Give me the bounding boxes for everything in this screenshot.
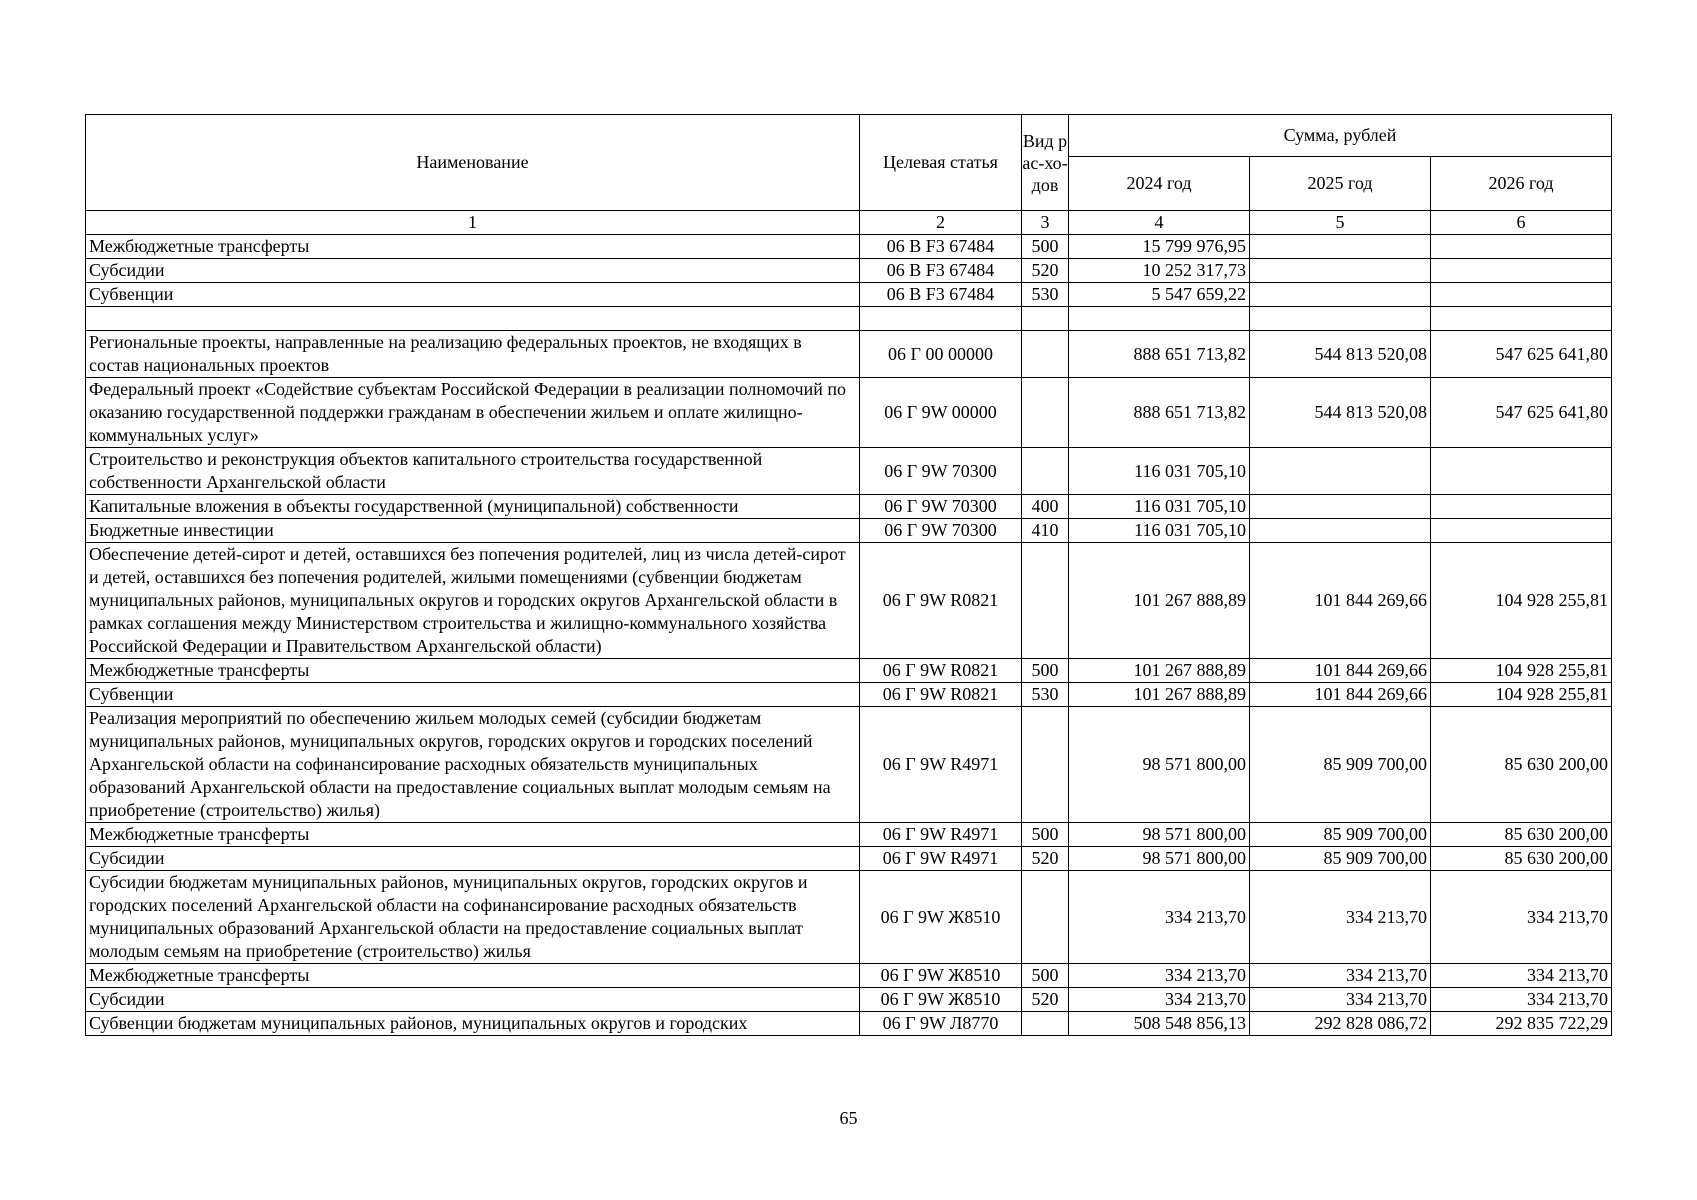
cell-2026: 334 213,70 bbox=[1431, 871, 1612, 964]
header-year-2024: 2024 год bbox=[1069, 157, 1250, 211]
cell-2025 bbox=[1250, 495, 1431, 519]
cell-name: Реализация мероприятий по обеспечению жильем молодых семей (субсидии бюджетам муниципальных районов, муниципальных округов, городских округов и городских поселений Архангельской области на софинансирование расходных обязательств муниципальных образований Архангельской области на предоставление социальных выплат молодым семьям на приобретение (строительство) жилья) bbox=[86, 707, 860, 823]
cell-code: 06 Г 9W Ж8510 bbox=[860, 988, 1022, 1012]
cell-name: Межбюджетные трансферты bbox=[86, 659, 860, 683]
cell-2025: 292 828 086,72 bbox=[1250, 1012, 1431, 1036]
cell-2026 bbox=[1431, 283, 1612, 307]
cell-2024: 334 213,70 bbox=[1069, 871, 1250, 964]
cell-2025: 101 844 269,66 bbox=[1250, 659, 1431, 683]
cell-code: 06 В F3 67484 bbox=[860, 235, 1022, 259]
cell-2025 bbox=[1250, 448, 1431, 495]
cell-2026: 104 928 255,81 bbox=[1431, 543, 1612, 659]
cell-kind: 500 bbox=[1022, 235, 1069, 259]
cell-name: Федеральный проект «Содействие субъектам Российской Федерации в реализации полномочий по оказанию государственной поддержки гражданам в обеспечении жильем и оплате жилищно-коммунальных услуг» bbox=[86, 378, 860, 448]
cell-kind: 500 bbox=[1022, 964, 1069, 988]
table-row bbox=[86, 964, 1612, 988]
cell-2024: 116 031 705,10 bbox=[1069, 448, 1250, 495]
cell-code: 06 В F3 67484 bbox=[860, 283, 1022, 307]
table-row bbox=[86, 871, 1612, 964]
cell-2026: 85 630 200,00 bbox=[1431, 823, 1612, 847]
cell-2026 bbox=[1431, 259, 1612, 283]
cell-kind: 530 bbox=[1022, 683, 1069, 707]
cell-code: 06 Г 9W 70300 bbox=[860, 519, 1022, 543]
header-year-2025: 2025 год bbox=[1250, 157, 1431, 211]
cell-name: Субсидии bbox=[86, 988, 860, 1012]
cell-code: 06 Г 9W R0821 bbox=[860, 659, 1022, 683]
cell-2024: 334 213,70 bbox=[1069, 964, 1250, 988]
cell-2026 bbox=[1431, 307, 1612, 331]
cell-2025 bbox=[1250, 235, 1431, 259]
cell-kind: 500 bbox=[1022, 823, 1069, 847]
cell-name: Межбюджетные трансферты bbox=[86, 235, 860, 259]
cell-code: 06 Г 9W 70300 bbox=[860, 448, 1022, 495]
header-kind-text: Вид рас-хо-дов bbox=[1022, 130, 1068, 195]
cell-kind bbox=[1022, 871, 1069, 964]
cell-2025: 85 909 700,00 bbox=[1250, 707, 1431, 823]
table-row bbox=[86, 823, 1612, 847]
table-row bbox=[86, 683, 1612, 707]
cell-2025: 85 909 700,00 bbox=[1250, 823, 1431, 847]
cell-code: 06 В F3 67484 bbox=[860, 259, 1022, 283]
cell-2025 bbox=[1250, 519, 1431, 543]
cell-name: Субсидии bbox=[86, 847, 860, 871]
cell-2025 bbox=[1250, 307, 1431, 331]
cell-kind: 520 bbox=[1022, 847, 1069, 871]
cell-kind bbox=[1022, 448, 1069, 495]
cell-2024: 5 547 659,22 bbox=[1069, 283, 1250, 307]
table-row bbox=[86, 543, 1612, 659]
table-row bbox=[86, 378, 1612, 448]
cell-code: 06 Г 9W Ж8510 bbox=[860, 871, 1022, 964]
table-row bbox=[86, 235, 1612, 259]
col-number-4: 4 bbox=[1069, 211, 1250, 235]
cell-2025: 544 813 520,08 bbox=[1250, 378, 1431, 448]
table-row bbox=[86, 519, 1612, 543]
cell-kind: 520 bbox=[1022, 259, 1069, 283]
page-number: 65 bbox=[839, 1108, 858, 1128]
cell-kind: 500 bbox=[1022, 659, 1069, 683]
cell-name: Субсидии бюджетам муниципальных районов, муниципальных округов, городских округов и городских поселений Архангельской области на софинансирование расходных обязательств муниципальных образований Архангельской области на предоставление социальных выплат молодым семьям на приобретение (строительство) жилья bbox=[86, 871, 860, 964]
cell-name: Межбюджетные трансферты bbox=[86, 823, 860, 847]
cell-code: 06 Г 9W Ж8510 bbox=[860, 964, 1022, 988]
cell-name: Субвенции бюджетам муниципальных районов, муниципальных округов и городских bbox=[86, 1012, 860, 1036]
cell-2024: 98 571 800,00 bbox=[1069, 847, 1250, 871]
cell-code: 06 Г 9W R0821 bbox=[860, 683, 1022, 707]
cell-name: Обеспечение детей-сирот и детей, оставшихся без попечения родителей, лиц из числа детей-сирот и детей, оставшихся без попечения родителей, жилыми помещениями (субвенции бюджетам муниципальных районов, муниципальных округов и городских округов Архангельской области в рамках соглашения между Министерством строительства и жилищно-коммунального хозяйства Российской Федерации и Правительством Архангельской области) bbox=[86, 543, 860, 659]
cell-2026: 334 213,70 bbox=[1431, 964, 1612, 988]
col-number-6: 6 bbox=[1431, 211, 1612, 235]
cell-2026 bbox=[1431, 235, 1612, 259]
cell-2026: 547 625 641,80 bbox=[1431, 378, 1612, 448]
cell-2025: 101 844 269,66 bbox=[1250, 683, 1431, 707]
cell-2026: 85 630 200,00 bbox=[1431, 707, 1612, 823]
cell-name: Бюджетные инвестиции bbox=[86, 519, 860, 543]
cell-2024: 888 651 713,82 bbox=[1069, 378, 1250, 448]
cell-kind: 530 bbox=[1022, 283, 1069, 307]
cell-code: 06 Г 9W Л8770 bbox=[860, 1012, 1022, 1036]
table-row bbox=[86, 307, 1612, 331]
cell-name: Субвенции bbox=[86, 283, 860, 307]
cell-2024: 334 213,70 bbox=[1069, 988, 1250, 1012]
table-row bbox=[86, 448, 1612, 495]
header-name: Наименование bbox=[86, 115, 860, 211]
budget-table bbox=[85, 114, 1612, 1036]
cell-2025: 334 213,70 bbox=[1250, 964, 1431, 988]
cell-name: Субсидии bbox=[86, 259, 860, 283]
table-body bbox=[86, 235, 1612, 1036]
cell-2024: 101 267 888,89 bbox=[1069, 659, 1250, 683]
cell-2025: 334 213,70 bbox=[1250, 871, 1431, 964]
cell-2026: 547 625 641,80 bbox=[1431, 331, 1612, 378]
cell-name: Межбюджетные трансферты bbox=[86, 964, 860, 988]
cell-kind bbox=[1022, 543, 1069, 659]
table-row bbox=[86, 1012, 1612, 1036]
col-number-5: 5 bbox=[1250, 211, 1431, 235]
table-row bbox=[86, 259, 1612, 283]
cell-kind bbox=[1022, 378, 1069, 448]
cell-name bbox=[86, 307, 860, 331]
cell-2024: 116 031 705,10 bbox=[1069, 495, 1250, 519]
table-row bbox=[86, 988, 1612, 1012]
table-row bbox=[86, 847, 1612, 871]
cell-2024: 101 267 888,89 bbox=[1069, 543, 1250, 659]
table-row bbox=[86, 495, 1612, 519]
cell-code: 06 Г 9W R4971 bbox=[860, 823, 1022, 847]
cell-name: Капитальные вложения в объекты государственной (муниципальной) собственности bbox=[86, 495, 860, 519]
cell-2025: 334 213,70 bbox=[1250, 988, 1431, 1012]
cell-name: Региональные проекты, направленные на реализацию федеральных проектов, не входящих в состав национальных проектов bbox=[86, 331, 860, 378]
col-number-1: 1 bbox=[86, 211, 860, 235]
cell-2026: 104 928 255,81 bbox=[1431, 659, 1612, 683]
cell-2026 bbox=[1431, 495, 1612, 519]
cell-name: Строительство и реконструкция объектов капитального строительства государственной собственности Архангельской области bbox=[86, 448, 860, 495]
table-row bbox=[86, 707, 1612, 823]
cell-kind bbox=[1022, 307, 1069, 331]
table-row bbox=[86, 659, 1612, 683]
cell-2025: 101 844 269,66 bbox=[1250, 543, 1431, 659]
cell-2026: 292 835 722,29 bbox=[1431, 1012, 1612, 1036]
cell-2025: 85 909 700,00 bbox=[1250, 847, 1431, 871]
cell-code bbox=[860, 307, 1022, 331]
cell-2026: 104 928 255,81 bbox=[1431, 683, 1612, 707]
cell-2026 bbox=[1431, 519, 1612, 543]
cell-2025: 544 813 520,08 bbox=[1250, 331, 1431, 378]
header-year-2026: 2026 год bbox=[1431, 157, 1612, 211]
cell-kind: 410 bbox=[1022, 519, 1069, 543]
header-kind bbox=[1022, 115, 1069, 211]
cell-2024: 101 267 888,89 bbox=[1069, 683, 1250, 707]
cell-2025 bbox=[1250, 259, 1431, 283]
cell-code: 06 Г 9W 00000 bbox=[860, 378, 1022, 448]
cell-2026 bbox=[1431, 448, 1612, 495]
cell-2026: 85 630 200,00 bbox=[1431, 847, 1612, 871]
cell-kind: 400 bbox=[1022, 495, 1069, 519]
cell-code: 06 Г 9W 70300 bbox=[860, 495, 1022, 519]
cell-code: 06 Г 00 00000 bbox=[860, 331, 1022, 378]
cell-kind bbox=[1022, 331, 1069, 378]
header-sum: Сумма, рублей bbox=[1069, 115, 1612, 157]
cell-2024 bbox=[1069, 307, 1250, 331]
cell-2024: 888 651 713,82 bbox=[1069, 331, 1250, 378]
col-number-3: 3 bbox=[1022, 211, 1069, 235]
cell-2024: 98 571 800,00 bbox=[1069, 707, 1250, 823]
cell-2024: 15 799 976,95 bbox=[1069, 235, 1250, 259]
cell-kind bbox=[1022, 707, 1069, 823]
cell-code: 06 Г 9W R4971 bbox=[860, 847, 1022, 871]
cell-2026: 334 213,70 bbox=[1431, 988, 1612, 1012]
cell-name: Субвенции bbox=[86, 683, 860, 707]
cell-2024: 116 031 705,10 bbox=[1069, 519, 1250, 543]
cell-2024: 98 571 800,00 bbox=[1069, 823, 1250, 847]
cell-code: 06 Г 9W R0821 bbox=[860, 543, 1022, 659]
table-row bbox=[86, 283, 1612, 307]
cell-kind: 520 bbox=[1022, 988, 1069, 1012]
cell-2024: 10 252 317,73 bbox=[1069, 259, 1250, 283]
table-row bbox=[86, 331, 1612, 378]
cell-2025 bbox=[1250, 283, 1431, 307]
header-code: Целевая статья bbox=[860, 115, 1022, 211]
col-number-2: 2 bbox=[860, 211, 1022, 235]
cell-code: 06 Г 9W R4971 bbox=[860, 707, 1022, 823]
cell-2024: 508 548 856,13 bbox=[1069, 1012, 1250, 1036]
cell-kind bbox=[1022, 1012, 1069, 1036]
